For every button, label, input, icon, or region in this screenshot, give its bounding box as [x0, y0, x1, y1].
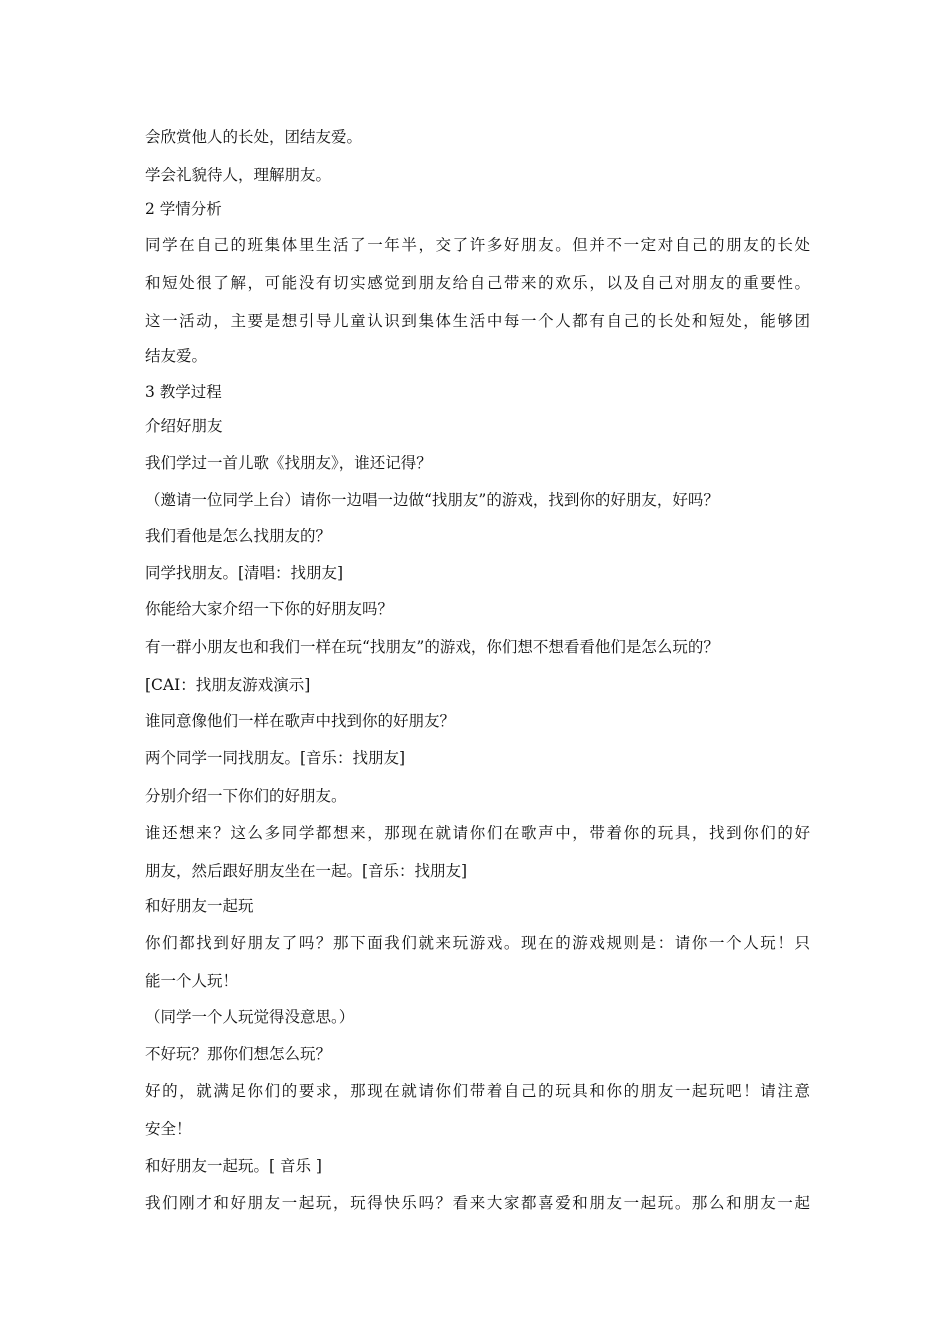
text-line-18: 两个同学一同找朋友。[音乐：找朋友] [145, 749, 406, 767]
text-line-29: 和好朋友一起玩。[ 音乐 ] [145, 1157, 322, 1175]
text-line-11: （邀请一位同学上台）请你一边唱一边做“找朋友”的游戏，找到你的好朋友，好吗？ [145, 491, 719, 509]
text-line-4: 同学在自己的班集体里生活了一年半，交了许多好朋友。但并不一定对自己的朋友的长处 [145, 236, 810, 254]
text-line-24: 能一个人玩！ [145, 972, 239, 990]
text-line-22: 和好朋友一起玩 [145, 897, 254, 915]
text-line-9: 介绍好朋友 [145, 417, 223, 435]
text-line-17: 谁同意像他们一样在歌声中找到你的好朋友？ [145, 712, 456, 730]
text-line-12: 我们看他是怎么找朋友的？ [145, 527, 332, 545]
text-line-23: 你们都找到好朋友了吗？那下面我们就来玩游戏。现在的游戏规则是：请你一个人玩！只 [145, 934, 810, 952]
text-line-10: 我们学过一首儿歌《找朋友》，谁还记得？ [145, 454, 432, 472]
text-line-8: 3 教学过程 [145, 383, 222, 401]
text-line-14: 你能给大家介绍一下你的好朋友吗？ [145, 600, 394, 618]
text-line-28: 安全！ [145, 1120, 192, 1138]
text-line-21: 朋友，然后跟好朋友坐在一起。[音乐：找朋友] [145, 862, 468, 880]
text-line-1: 会欣赏他人的长处，团结友爱。 [145, 128, 363, 146]
text-line-7: 结友爱。 [145, 347, 208, 365]
text-line-27: 好的，就满足你们的要求，那现在就请你们带着自己的玩具和你的朋友一起玩吧！请注意 [145, 1082, 810, 1100]
text-line-15: 有一群小朋友也和我们一样在玩“找朋友”的游戏，你们想不想看看他们是怎么玩的？ [145, 638, 719, 656]
text-line-5: 和短处很了解，可能没有切实感觉到朋友给自己带来的欢乐，以及自己对朋友的重要性。 [145, 274, 810, 292]
text-line-13: 同学找朋友。[清唱：找朋友] [145, 564, 344, 582]
text-line-3: 2 学情分析 [145, 200, 222, 218]
text-line-26: 不好玩？那你们想怎么玩？ [145, 1045, 332, 1063]
text-line-16: [CAI：找朋友游戏演示] [145, 676, 311, 694]
text-line-20: 谁还想来？这么多同学都想来，那现在就请你们在歌声中，带着你的玩具，找到你们的好 [145, 824, 810, 842]
text-line-2: 学会礼貌待人，理解朋友。 [145, 166, 332, 184]
text-line-25: （同学一个人玩觉得没意思。） [145, 1008, 355, 1026]
text-line-19: 分别介绍一下你们的好朋友。 [145, 787, 347, 805]
text-line-30: 我们刚才和好朋友一起玩，玩得快乐吗？看来大家都喜爱和朋友一起玩。那么和朋友一起 [145, 1194, 810, 1212]
text-line-6: 这一活动，主要是想引导儿童认识到集体生活中每一个人都有自己的长处和短处，能够团 [145, 312, 810, 330]
